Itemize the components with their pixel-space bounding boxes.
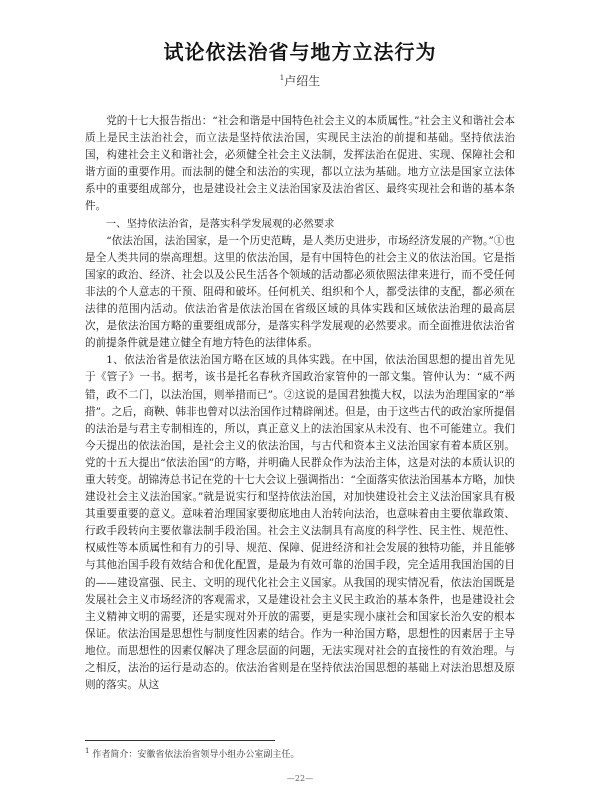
footnote [85,747,515,760]
paragraph-rule-of-law: “依法治国，法治国家，是一个历史范畴，是人类历史进步，市场经济发展的产物。”①也是全人类共同的崇高理想。这里的依法治国，是有中国特色的社会主义的依法治国。它是指国家的政治、经济、社会以及公民生活各个领域的活动都必须依照法律来进行，而不受任何非法的个人意志的干预、阻碍和破坏。任何机关、组织和个人，都受法律的支配，都必须在法律的范围内活动。依法治省是依法治国在省级区域的具体实践和区域依法治理的最高层次，是依法治国方略的重要组成部分，是落实科学发展观的必然要求。而全面推进依法治省的前提条件就是建立健全有地方特色的法律体系。 [85,234,515,350]
article-body [85,113,515,694]
paragraph-intro: 党的十七大报告指出：“社会和谐是中国特色社会主义的本质属性。”社会主义和谐社会本质上是民主法治社会，而立法是坚持依法治国，实现民主法治的前提和基础。坚持依法治国，构建社会主义和谐社会，必须健全社会主义法制，发挥法治在促进、实现、保障社会和谐方面的重要作用。而法制的健全和法治的实现，都以立法为基础。地方立法是国家立法体系中的重要组成部分，也是建设社会主义法治国家及法治省区、最终实现社会和谐的基本条件。 [85,115,515,213]
article-title: 试论依法治省与地方立法行为 [163,40,437,64]
page-number: —22— [286,774,314,783]
footnote-text: 作者简介：安徽省依法治省领导小组办公室副主任。 [92,750,300,760]
paragraph-subsection-1: 1、依法治省是依法治国方略在区域的具体实践。在中国，依法治国思想的提出首先见于《管子》一书。据考，该书是托名春秋齐国政治家管仲的一部文集。管仲认为：“威不两错，政不二门，以法治国，则举措而已”。②这说的是国君独揽大权，以法为治理国家的“举措”。之后，商鞅、韩非也曾对以法治国作过精辟阐述。但是，由于这些古代的政治家所提倡的法治是与君主专制相连的，所以，真正意义上的法治国家从未没有、也不可能建立。我们今天提出的依法治国，是社会主义的依法治国，与古代和资本主义法治国家有着本质区别。党的十五大提出“依法治国”的方略，并明确人民群众作为法治主体，这是对法的本质认识的重大转变。胡锦涛总书记在党的十七大会议上强调指出：“全面落实依法治国基本方略，加快建设社会主义法治国家。”就是说实行和坚持依法治国，对加快建设社会主义法治国家具有极其重要重要的意义。意味着治理国家要彻底地由人治转向法治，也意味着由主要依靠政策、行政手段转向主要依靠法制手段治国。社会主义法制具有高度的科学性、民主性、规范性、权威性等本质属性和有力的引导、规范、保障、促进经济和社会发展的独特功能，并且能够与其他治国手段有效结合和优化配置，是最为有效可靠的治国手段，完全适用我国治国的目的——建设富强、民主、文明的现代化社会主义国家。从我国的现实情况看，依法治国既是发展社会主义市场经济的客观需求，又是建设社会主义民主政治的基本条件，也是建设社会主义精神文明的需要，还是实现对外开放的需要，更是实现小康社会和国家长治久安的根本保证。依法治国是思想性与制度性因素的结合。作为一种治国方略，思想性的因素居于主导地位。而思想性的因素仅解决了理念层面的问题，无法实现对社会的直接性的有效治理。与之相反，法治的运行是动态的。依法治省则是在坚持依法治国思想的基础上对法治思想及原则的落实。从这 [85,354,515,692]
footnote-divider [85,740,275,741]
author-name: 卢绍生 [284,74,321,88]
author-footnote-marker: 1 [279,74,285,82]
section-heading-1: 一、坚持依法治省，是落实科学发展观的必然要求 [105,217,335,230]
footnote-marker: 1 [85,747,90,755]
author-line [0,72,600,89]
